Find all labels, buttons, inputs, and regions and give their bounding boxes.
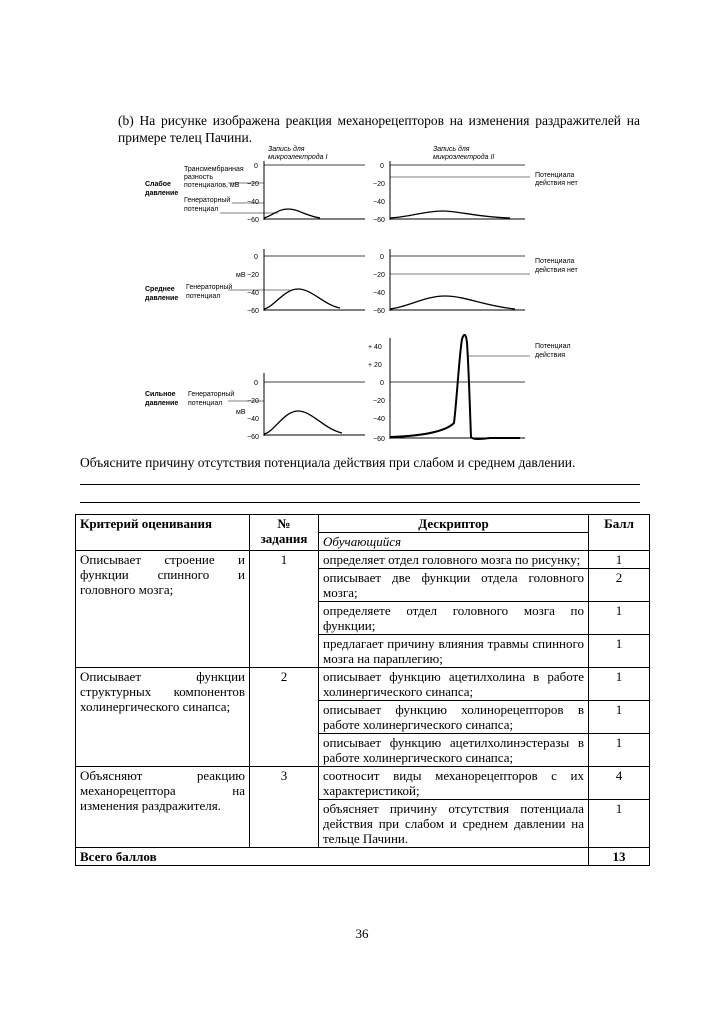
score-cell: 1 bbox=[589, 602, 650, 635]
tick-label: −20 bbox=[373, 398, 385, 405]
tick-label: 0 bbox=[254, 380, 258, 387]
header-learner: Обучающийся bbox=[319, 533, 589, 551]
criterion-cell: Описывает функции структурных компонентов холинергического синапса; bbox=[76, 668, 250, 767]
generator-potential-label: потенциал bbox=[188, 400, 223, 407]
tick-label: 0 bbox=[380, 380, 384, 387]
ap-note: действия bbox=[535, 352, 566, 359]
generator-potential-label: потенциал bbox=[186, 293, 221, 300]
tick-label: −60 bbox=[247, 217, 259, 224]
table-row bbox=[76, 767, 650, 800]
tick-label: −60 bbox=[247, 434, 259, 441]
descriptor-cell: объясняет причину отсутствия потенциала действия при слабом и среднем давлении на тельце Пачини. bbox=[319, 800, 589, 848]
tick-label: + 20 bbox=[368, 362, 382, 369]
task-number-cell: 1 bbox=[250, 551, 319, 668]
tick-label: −40 bbox=[373, 290, 385, 297]
generator-potential-label: Генераторный bbox=[184, 197, 231, 204]
axis-caption: разность bbox=[184, 174, 214, 181]
generator-potential-label: потенциал bbox=[184, 206, 219, 213]
table-row bbox=[76, 551, 650, 569]
descriptor-cell: описывает функцию холинорецепторов в работе холинергического синапса; bbox=[319, 701, 589, 734]
answer-line[interactable] bbox=[80, 502, 640, 503]
task-intro: (b) На рисунке изображена реакция механорецепторов на изменения раздражителей на примере телец Пачини. bbox=[118, 113, 640, 145]
ap-note: Потенциал bbox=[535, 343, 571, 350]
tick-label: −20 bbox=[373, 272, 385, 279]
unit-label: мВ bbox=[236, 272, 246, 279]
tick-label: 0 bbox=[254, 163, 258, 170]
page-number: 36 bbox=[355, 926, 369, 941]
row-medium-pressure bbox=[145, 249, 578, 315]
score-cell: 1 bbox=[589, 734, 650, 767]
row-weak-pressure bbox=[145, 161, 578, 224]
task-number-cell: 2 bbox=[250, 668, 319, 767]
tick-label: −20 bbox=[373, 181, 385, 188]
row-label-line1: Слабое bbox=[145, 181, 171, 188]
axis-caption: Трансмембранная bbox=[184, 166, 244, 173]
descriptor-cell: предлагает причину влияния травмы спинного мозга на параплегию; bbox=[319, 635, 589, 668]
tick-label: −40 bbox=[247, 290, 259, 297]
unit-label: мВ bbox=[236, 409, 246, 416]
descriptor-cell: описывает функцию ацетилхолинэстеразы в работе холинергического синапса; bbox=[319, 734, 589, 767]
header-score: Балл bbox=[589, 515, 650, 551]
tick-label: −20 bbox=[247, 272, 259, 279]
tick-label: −40 bbox=[373, 416, 385, 423]
axis-caption: потенциалов, мВ bbox=[184, 182, 240, 189]
generator-potential-label: Генераторный bbox=[188, 391, 235, 398]
col-title-2-line2: микроэлектрода II bbox=[433, 154, 495, 161]
tick-label: −40 bbox=[247, 416, 259, 423]
score-cell: 1 bbox=[589, 551, 650, 569]
score-cell: 2 bbox=[589, 569, 650, 602]
row-strong-pressure bbox=[145, 335, 571, 443]
tick-label: −20 bbox=[247, 398, 259, 405]
score-cell: 4 bbox=[589, 767, 650, 800]
pacinian-corpuscle-figure bbox=[140, 143, 610, 448]
tick-label: 0 bbox=[254, 254, 258, 261]
descriptor-cell: соотносит виды механорецепторов с их характеристикой; bbox=[319, 767, 589, 800]
row-label-line2: давление bbox=[145, 400, 179, 407]
table-row bbox=[76, 668, 650, 701]
col-title-1-line1: Запись для bbox=[268, 146, 305, 153]
tick-label: 0 bbox=[380, 163, 384, 170]
table-header-row bbox=[76, 515, 650, 533]
header-criterion: Критерий оценивания bbox=[76, 515, 250, 551]
tick-label: −40 bbox=[373, 199, 385, 206]
descriptor-cell: описывает две функции отдела головного мозга; bbox=[319, 569, 589, 602]
generator-potential-label: Генераторный bbox=[186, 284, 233, 291]
tick-label: −60 bbox=[373, 217, 385, 224]
score-cell: 1 bbox=[589, 668, 650, 701]
task-number-cell: 3 bbox=[250, 767, 319, 848]
tick-label: −20 bbox=[247, 181, 259, 188]
total-score: 13 bbox=[589, 848, 650, 866]
descriptor-cell: определяете отдел головного мозга по функции; bbox=[319, 602, 589, 635]
criterion-cell: Описывает строение и функции спинного и головного мозга; bbox=[76, 551, 250, 668]
row-label-line1: Среднее bbox=[145, 286, 175, 293]
tick-label: −40 bbox=[247, 199, 259, 206]
col-title-2-line1: Запись для bbox=[433, 146, 470, 153]
tick-label: −60 bbox=[373, 436, 385, 443]
total-row bbox=[76, 848, 650, 866]
ap-note: Потенциала bbox=[535, 258, 575, 265]
ap-note: Потенциала bbox=[535, 172, 575, 179]
tick-label: + 40 bbox=[368, 344, 382, 351]
assessment-criteria-table bbox=[75, 514, 650, 866]
ap-note: действия нет bbox=[535, 180, 578, 187]
descriptor-cell: описывает функцию ацетилхолина в работе холинергического синапса; bbox=[319, 668, 589, 701]
row-label-line2: давление bbox=[145, 295, 179, 302]
score-cell: 1 bbox=[589, 635, 650, 668]
tick-label: −60 bbox=[373, 308, 385, 315]
ap-note: действия нет bbox=[535, 267, 578, 274]
header-descriptor: Дескриптор bbox=[319, 515, 589, 533]
criterion-cell: Объясняют реакцию механорецептора на изменения раздражителя. bbox=[76, 767, 250, 848]
question-text: Объясните причину отсутствия потенциала действия при слабом и среднем давлении. bbox=[80, 455, 576, 470]
answer-line[interactable] bbox=[80, 484, 640, 485]
score-cell: 1 bbox=[589, 800, 650, 848]
row-label-line1: Сильное bbox=[145, 391, 176, 398]
header-number: № задания bbox=[250, 515, 319, 551]
tick-label: 0 bbox=[380, 254, 384, 261]
total-label: Всего баллов bbox=[76, 848, 589, 866]
row-label-line2: давление bbox=[145, 190, 179, 197]
descriptor-cell: определяет отдел головного мозга по рисунку; bbox=[319, 551, 589, 569]
col-title-1-line2: микроэлектрода I bbox=[268, 154, 328, 161]
tick-label: −60 bbox=[247, 308, 259, 315]
score-cell: 1 bbox=[589, 701, 650, 734]
